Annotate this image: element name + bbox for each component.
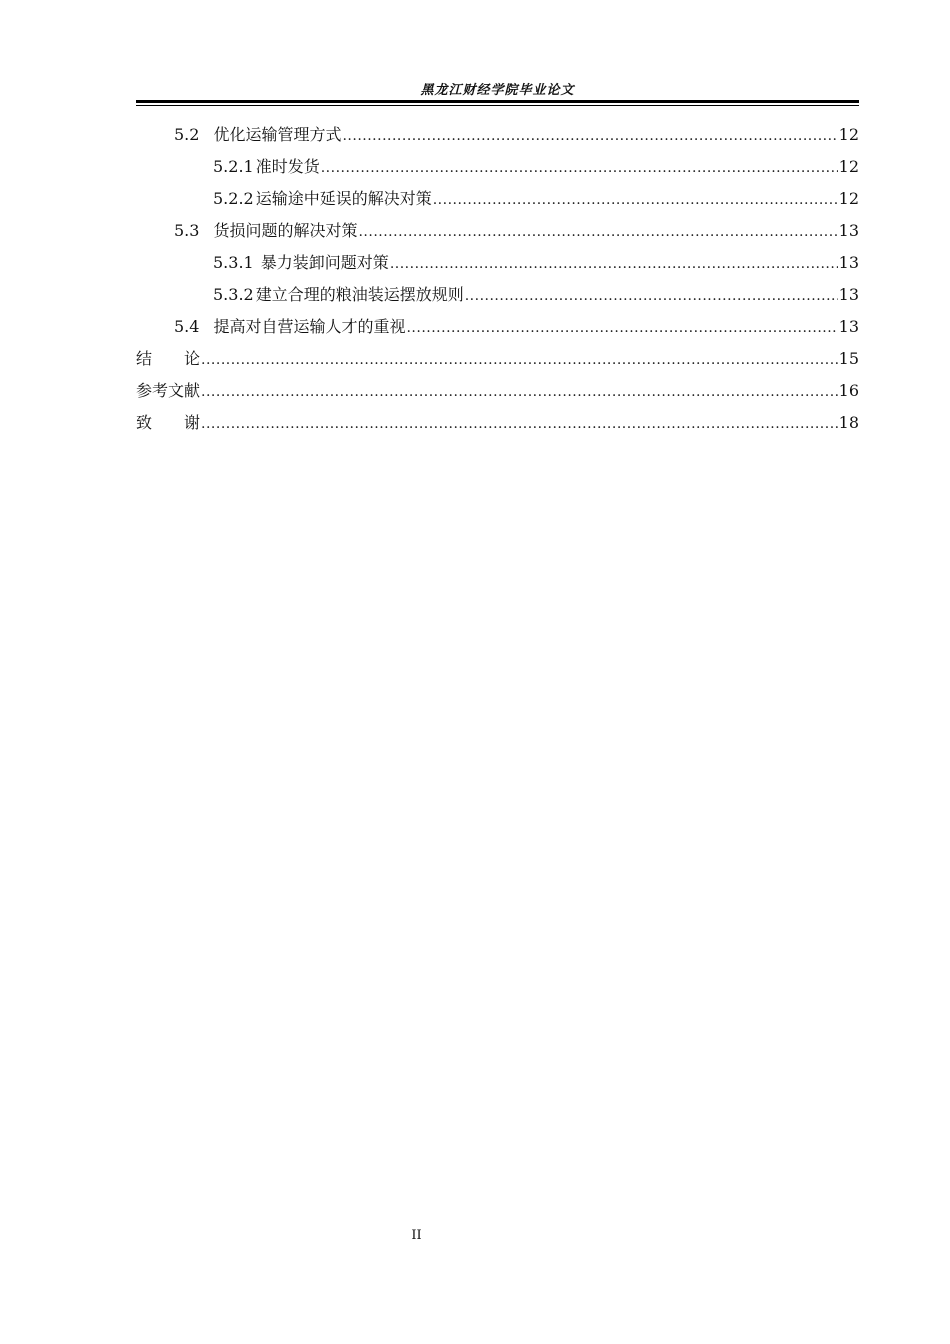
toc-entry-page: 12: [838, 125, 859, 144]
dot-leader: [406, 314, 837, 342]
toc-entry-title: 优化运输管理方式: [213, 125, 342, 144]
dot-leader: [433, 186, 838, 214]
dot-leader: [201, 410, 838, 438]
toc-entry-5-3[interactable]: [136, 217, 859, 249]
table-of-contents: [136, 121, 859, 441]
dot-leader: [321, 154, 838, 182]
toc-entry-title: 暴力装卸问题对策: [255, 253, 389, 272]
toc-entry-number: 5.3.1: [213, 253, 254, 272]
toc-entry-page: 15: [838, 349, 859, 368]
toc-entry-page: 12: [838, 189, 859, 208]
toc-entry-acknowledgements[interactable]: [136, 409, 859, 441]
toc-entry-conclusion[interactable]: [136, 345, 859, 377]
toc-entry-page: 13: [838, 253, 859, 272]
toc-entry-5-3-1[interactable]: [136, 249, 859, 281]
dot-leader: [201, 378, 838, 406]
page-number: II: [411, 1228, 422, 1243]
toc-entry-title: 提高对自营运输人才的重视: [213, 317, 406, 336]
dot-leader: [342, 122, 837, 150]
toc-entry-title: 结 论: [136, 349, 201, 368]
toc-entry-number: 5.2.2: [213, 189, 254, 208]
toc-entry-number: 5.2: [174, 125, 200, 144]
toc-entry-number: 5.4: [174, 317, 200, 336]
toc-entry-page: 16: [838, 381, 859, 400]
running-header: 黑龙江财经学院毕业论文: [420, 83, 575, 98]
toc-entry-references[interactable]: [136, 377, 859, 409]
toc-entry-title: 准时发货: [255, 157, 320, 176]
toc-entry-page: 13: [838, 221, 859, 240]
toc-entry-page: 13: [838, 317, 859, 336]
toc-entry-5-3-2[interactable]: [136, 281, 859, 313]
dot-leader: [390, 250, 838, 278]
toc-entry-page: 12: [838, 157, 859, 176]
dot-leader: [201, 346, 838, 374]
toc-entry-5-2[interactable]: [136, 121, 859, 153]
toc-entry-number: 5.3.2: [213, 285, 254, 304]
toc-entry-page: 18: [838, 413, 859, 432]
toc-entry-page: 13: [838, 285, 859, 304]
toc-entry-title: 运输途中延误的解决对策: [255, 189, 432, 208]
header-rule-thin: [136, 105, 859, 106]
dot-leader: [358, 218, 837, 246]
toc-entry-title: 建立合理的粮油装运摆放规则: [255, 285, 464, 304]
toc-entry-title: 货损问题的解决对策: [213, 221, 358, 240]
toc-entry-5-2-1[interactable]: [136, 153, 859, 185]
toc-entry-title: 参考文献: [136, 381, 201, 400]
toc-entry-number: 5.2.1: [213, 157, 254, 176]
toc-entry-number: 5.3: [174, 221, 200, 240]
toc-entry-5-4[interactable]: [136, 313, 859, 345]
dot-leader: [465, 282, 838, 310]
toc-entry-title: 致 谢: [136, 413, 201, 432]
toc-entry-5-2-2[interactable]: [136, 185, 859, 217]
header-rule-thick: [136, 100, 859, 103]
